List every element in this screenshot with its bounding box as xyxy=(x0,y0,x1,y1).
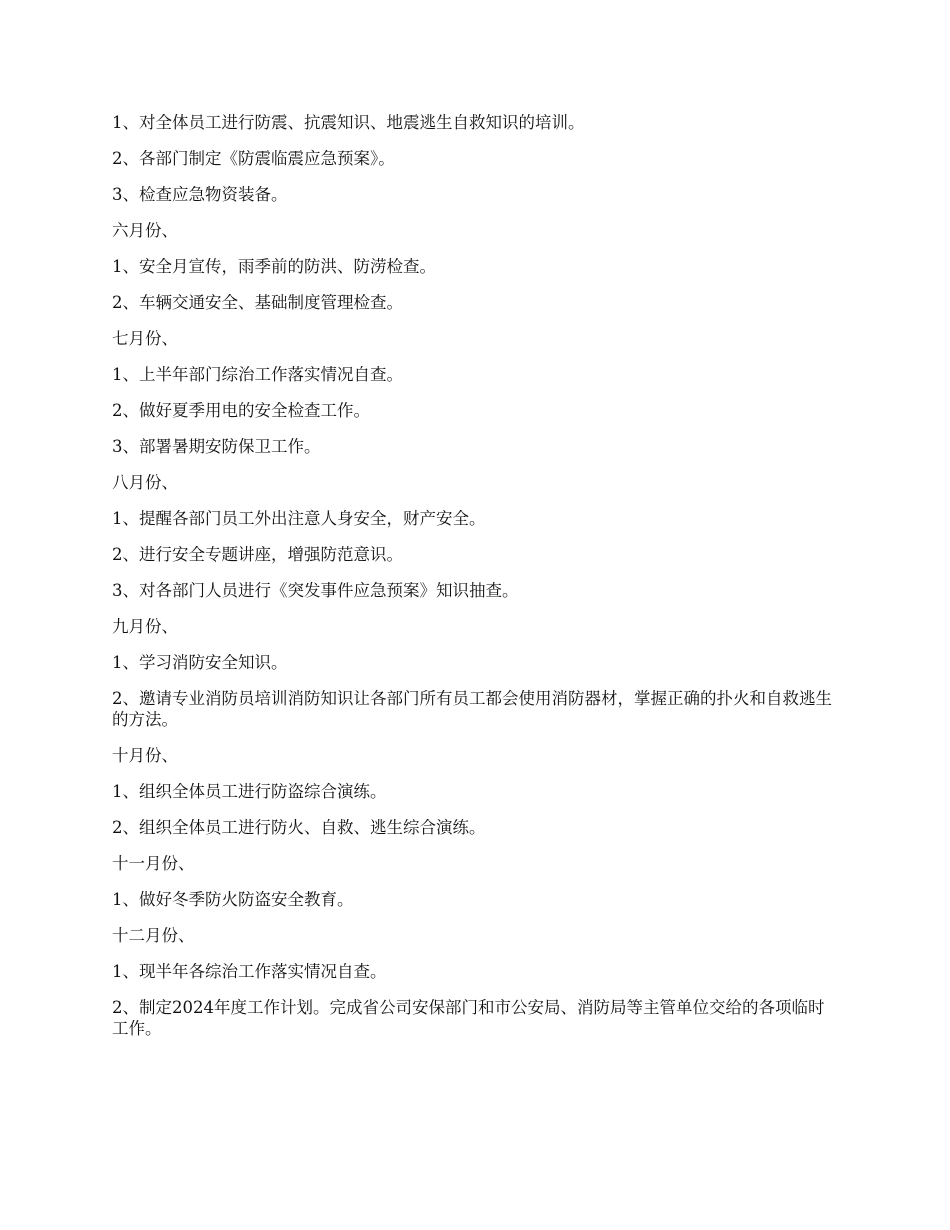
item-line: 3、对各部门人员进行《突发事件应急预案》知识抽查。 xyxy=(112,581,519,600)
item-line: 1、做好冬季防火防盗安全教育。 xyxy=(112,890,354,909)
month-heading: 十一月份、 xyxy=(112,854,195,873)
month-heading: 六月份、 xyxy=(112,221,178,240)
item-line: 1、现半年各综治工作落实情况自查。 xyxy=(112,962,387,981)
item-line: 1、组织全体员工进行防盗综合演练。 xyxy=(112,782,387,801)
item-line: 2、邀请专业消防员培训消防知识让各部门所有员工都会使用消防器材，掌握正确的扑火和自救逃生的方法。 xyxy=(112,689,832,729)
month-heading: 十二月份、 xyxy=(112,926,195,945)
month-heading: 七月份、 xyxy=(112,329,178,348)
item-line: 1、对全体员工进行防震、抗震知识、地震逃生自救知识的培训。 xyxy=(112,113,585,132)
item-line: 1、安全月宣传，雨季前的防洪、防涝检查。 xyxy=(112,257,436,276)
item-line: 2、各部门制定《防震临震应急预案》。 xyxy=(112,149,395,168)
item-line: 2、车辆交通安全、基础制度管理检查。 xyxy=(112,293,403,312)
item-line: 2、制定2024年度工作计划。完成省公司安保部门和市公安局、消防局等主管单位交给的各项临时工作。 xyxy=(112,998,825,1038)
item-line: 3、检查应急物资装备。 xyxy=(112,185,288,204)
item-line: 2、进行安全专题讲座，增强防范意识。 xyxy=(112,545,403,564)
item-line: 3、部署暑期安防保卫工作。 xyxy=(112,437,321,456)
month-heading: 八月份、 xyxy=(112,473,178,492)
item-line: 2、做好夏季用电的安全检查工作。 xyxy=(112,401,370,420)
item-line: 1、上半年部门综治工作落实情况自查。 xyxy=(112,365,403,384)
document-body xyxy=(112,112,837,1054)
item-line: 1、提醒各部门员工外出注意人身安全，财产安全。 xyxy=(112,509,486,528)
month-heading: 十月份、 xyxy=(112,746,178,765)
item-line: 1、学习消防安全知识。 xyxy=(112,653,288,672)
item-line: 2、组织全体员工进行防火、自救、逃生综合演练。 xyxy=(112,818,486,837)
month-heading: 九月份、 xyxy=(112,617,178,636)
